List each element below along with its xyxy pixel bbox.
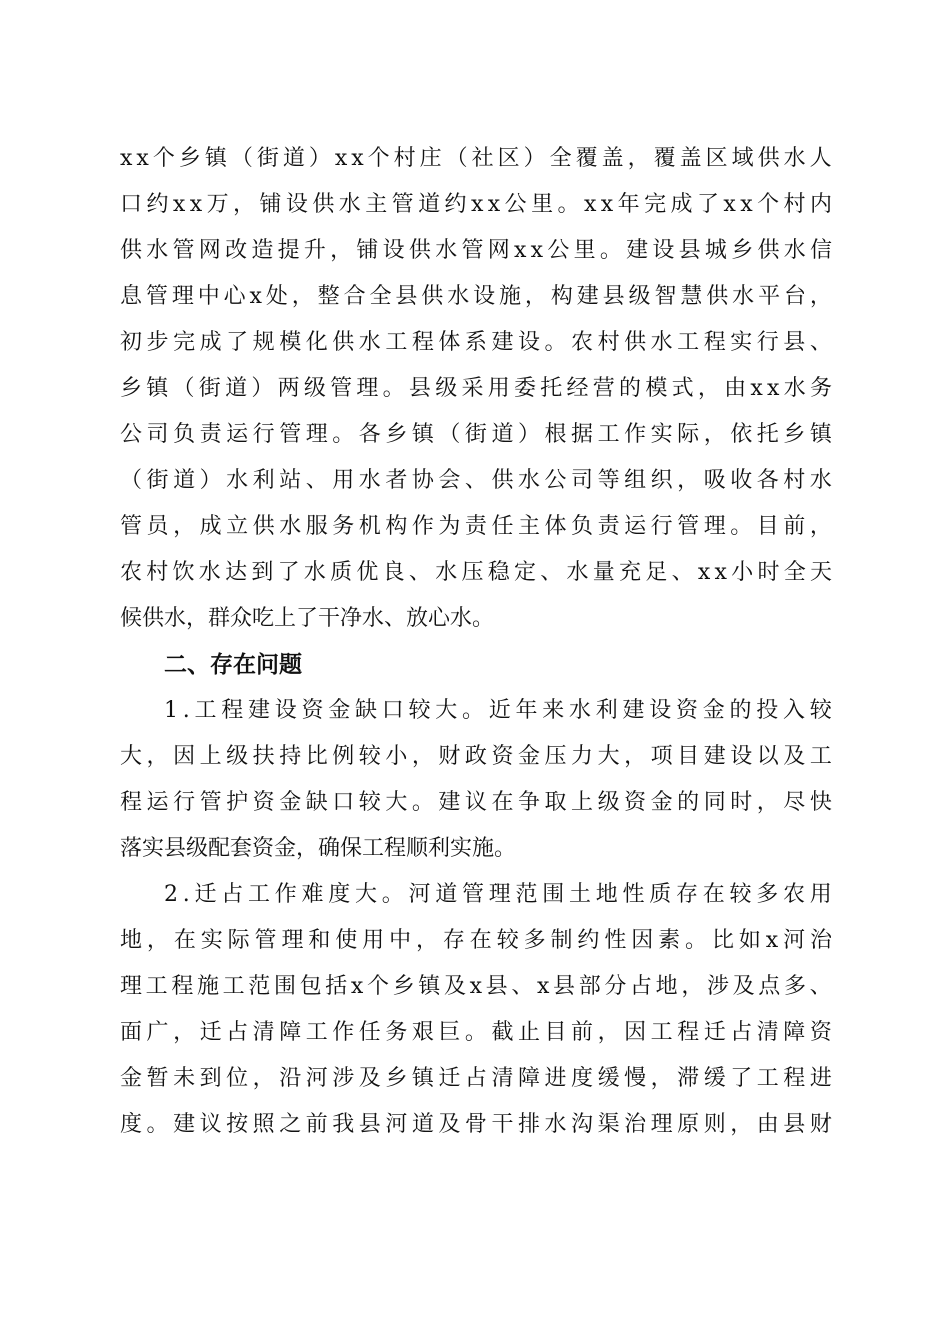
text-line: 大 ， 因 上 级 扶 持 比 例 较 小 ， 财 政 资 金 压 力 大 ， 项 目 建 设 以 及 工 — [120, 744, 832, 769]
document-body — [120, 136, 832, 1148]
text-line: 乡 镇 （ 街 道 ） 两 级 管 理 。 县 级 采 用 委 托 经 营 的 模 式 ， 由 x x 水 务 — [120, 376, 832, 401]
text-line: 面 广 ， 迁 占 清 障 工 作 任 务 艰 巨 。 截 止 目 前 ， 因 工 程 迁 占 清 障 资 — [120, 1020, 832, 1045]
text-line: 息 管 理 中 心 x 处 ， 整 合 全 县 供 水 设 施 ， 构 建 县 级 智 慧 供 水 平 台 ， — [120, 284, 832, 309]
paragraph-water-supply — [120, 136, 832, 642]
text-line: 落实县级配套资金，确保工程顺利实施。 — [120, 836, 517, 861]
paragraph-relocation — [120, 872, 832, 1148]
section-heading: 二、存在问题 — [164, 652, 302, 678]
text-line: 农 村 饮 水 达 到 了 水 质 优 良 、 水 压 稳 定 、 水 量 充 足 、 x x 小 时 全 天 — [120, 560, 832, 585]
text-line: x x 个 乡 镇 （ 街 道 ） x x 个 村 庄 （ 社 区 ） 全 覆 盖 ， 覆 盖 区 域 供 水 人 — [120, 146, 832, 171]
text-line: 地 ， 在 实 际 管 理 和 使 用 中 ， 存 在 较 多 制 约 性 因 素 。 比 如 x 河 治 — [120, 928, 832, 953]
text-line: 初 步 完 成 了 规 模 化 供 水 工 程 体 系 建 设 。 农 村 供 水 工 程 实 行 县 、 — [120, 330, 832, 355]
text-line: 管 员 ， 成 立 供 水 服 务 机 构 作 为 责 任 主 体 负 责 运 行 管 理 。 目 前 ， — [120, 514, 832, 539]
text-line: 2 . 迁 占 工 作 难 度 大 。 河 道 管 理 范 围 土 地 性 质 存 在 较 多 农 用 — [164, 882, 832, 907]
text-line: （ 街 道 ） 水 利 站 、 用 水 者 协 会 、 供 水 公 司 等 组 织 ， 吸 收 各 村 水 — [120, 468, 832, 493]
paragraph-funding-gap — [120, 688, 832, 872]
text-line: 度 。 建 议 按 照 之 前 我 县 河 道 及 骨 干 排 水 沟 渠 治 理 原 则 ， 由 县 财 — [120, 1112, 832, 1137]
text-line: 供 水 管 网 改 造 提 升 ， 铺 设 供 水 管 网 x x 公 里 。 建 设 县 城 乡 供 水 信 — [120, 238, 832, 263]
text-line: 公 司 负 责 运 行 管 理 。 各 乡 镇 （ 街 道 ） 根 据 工 作 实 际 ， 依 托 乡 镇 — [120, 422, 832, 447]
text-line: 候供水，群众吃上了干净水、放心水。 — [120, 606, 495, 631]
text-line: 1 . 工 程 建 设 资 金 缺 口 较 大 。 近 年 来 水 利 建 设 资 金 的 投 入 较 — [164, 698, 832, 723]
text-line: 金 暂 未 到 位 ， 沿 河 涉 及 乡 镇 迁 占 清 障 进 度 缓 慢 ， 滞 缓 了 工 程 进 — [120, 1066, 832, 1091]
text-line: 口 约 x x 万 ， 铺 设 供 水 主 管 道 约 x x 公 里 。 x x 年 完 成 了 x x 个 村 内 — [120, 192, 832, 217]
text-line: 理 工 程 施 工 范 围 包 括 x 个 乡 镇 及 x 县 、 x 县 部 分 占 地 ， 涉 及 点 多 、 — [120, 974, 832, 999]
text-line: 程 运 行 管 护 资 金 缺 口 较 大 。 建 议 在 争 取 上 级 资 金 的 同 时 ， 尽 快 — [120, 790, 832, 815]
